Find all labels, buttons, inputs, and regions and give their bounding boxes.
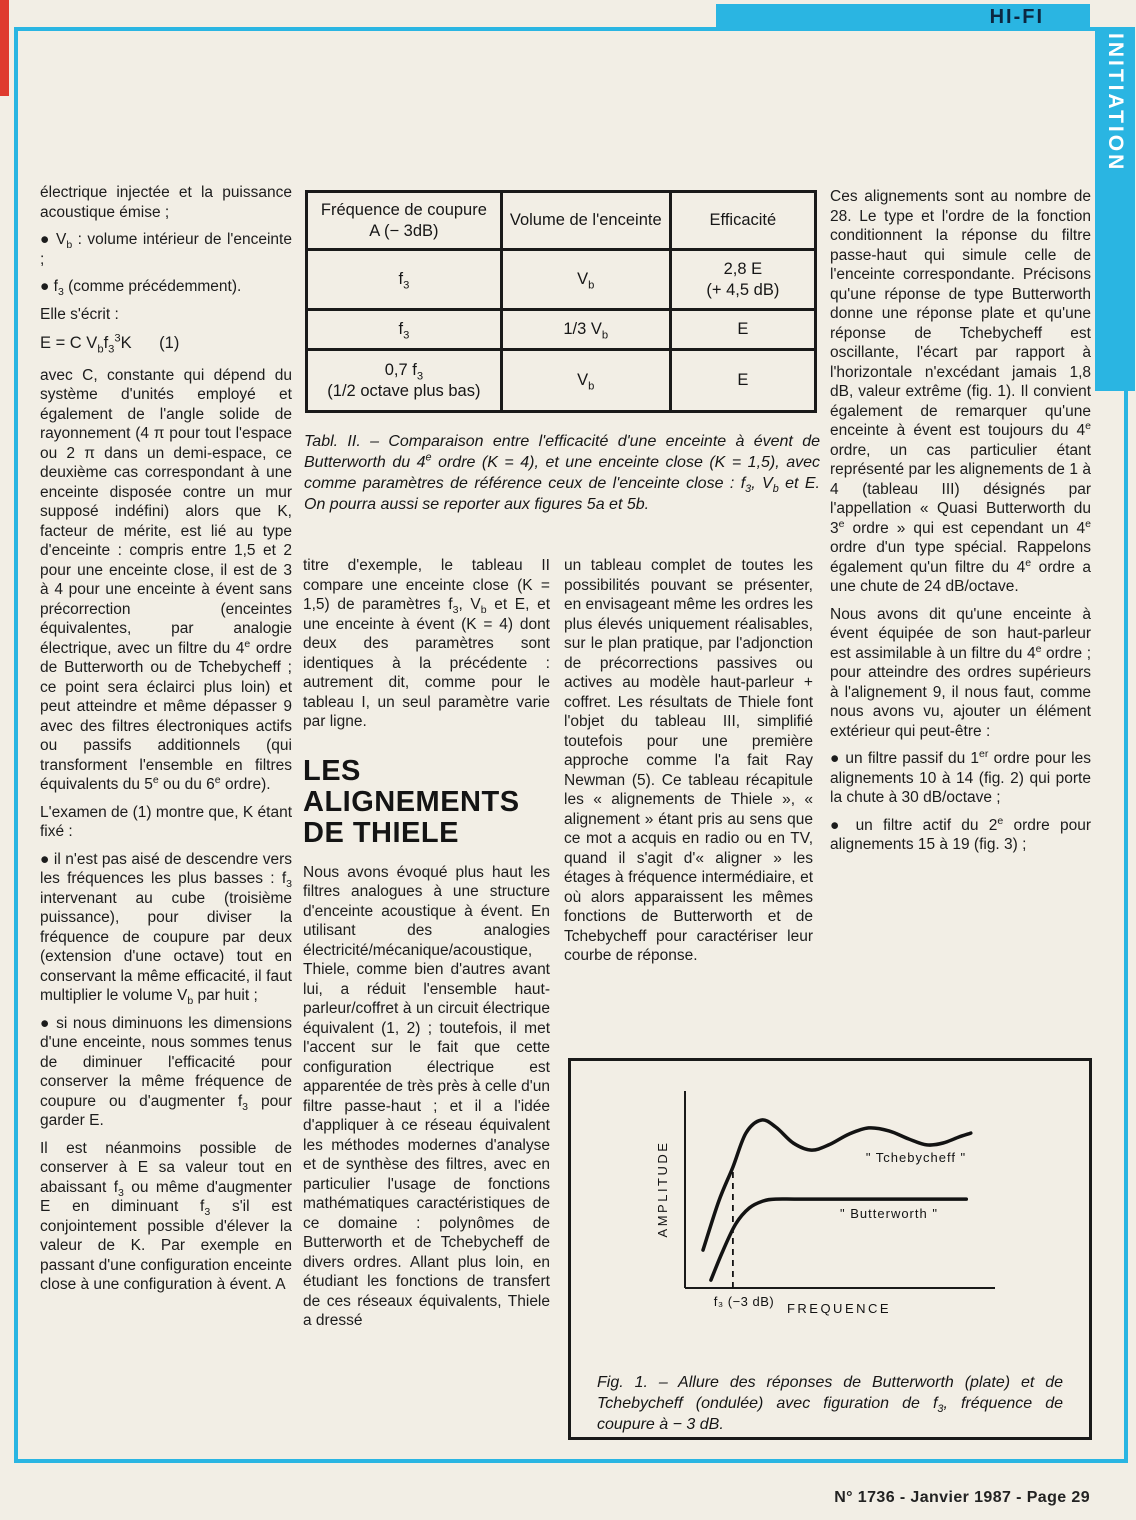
butterworth-label: " Butterworth " (840, 1206, 938, 1221)
left-column (40, 183, 292, 1303)
section-heading-line: ALIGNEMENTS (303, 785, 520, 818)
table-cell: E (670, 350, 815, 412)
amplitude-axis-label: AMPLITUDE (655, 1140, 670, 1238)
page-footer: N° 1736 - Janvier 1987 - Page 29 (834, 1489, 1090, 1506)
section-heading-line: LES (303, 754, 361, 787)
initiation-band (1095, 27, 1135, 391)
paragraph: Ces alignements sont au nombre de 28. Le type et l'ordre de la fonction conditionnent la réponse du filtre passe-haut qui simule celle de l'enceinte correspondante. Précisons qu'une réponse de type Butterworth donne une réponse plate et qu'une réponse de Tchebycheff est oscillante, l'écart par rapport à l'horizontale n'excédant jamais 1,8 dB, valeur extrême (fig. 1). Il convient également de remarquer qu'une enceinte à évent est toujours du 4e ordre, un cas particulier étant représenté par les alignements de 1 à 4 (tableau III) désignés par l'appellation « Quasi Butterworth du 3e ordre » qui est cependant un 4e ordre d'un type spécial. Rappelons également qu'un filtre du 4e ordre a une chute de 24 dB/octave. (830, 188, 1092, 595)
hifi-masthead (716, 4, 1090, 31)
right-column (830, 187, 1091, 863)
response-chart (571, 1061, 1089, 1323)
paragraph: Nous avons dit qu'une enceinte à évent équipée de son haut-parleur est assimilable à un filtre du 4e ordre ; pour atteindre des ordres supérieurs à l'alignement 9, il nous faut, comme nous avons vu, ajouter un élément extérieur qui peut-être : (830, 605, 1092, 740)
table-header-cell: Volume de l'enceinte (501, 192, 670, 250)
bullet-item: ● si nous diminuons les dimensions d'une enceinte, nous sommes tenus de diminuer l'efficacité pour conserver la même fréquence de coupure ou d'augmenter $f_3$ pour garder E. (40, 1014, 292, 1129)
table-cell: 0,7 $f_3$ (1/2 octave plus bas) (307, 350, 502, 412)
table-row (307, 350, 816, 412)
paragraph: L'examen de (1) montre que, K étant fixé : (40, 803, 292, 840)
paragraph: Il est néanmoins possible de conserver à E sa valeur tout en abaissant $f_3$ ou même d'augmenter E en diminuant $f_3$ s'il est conjointement possible d'élever la valeur de K. Par exemple en passant d'une configuration enceinte close à une configuration à évent. A (40, 1139, 293, 1293)
table-cell: 1/3 $V_b$ (501, 310, 670, 350)
initiation-label: INITIATION (1104, 33, 1127, 173)
figure-caption: Fig. 1. – Allure des réponses de Butterworth (plate) et de Tchebycheff (ondulée) avec figuration de $f_3$, fréquence de coupure à − 3 dB. (597, 1374, 1063, 1433)
table-cell: $V_b$ (501, 250, 670, 310)
figure-box (568, 1058, 1092, 1440)
table-cell: $f_3$ (307, 310, 502, 350)
paragraph: un tableau complet de toutes les possibilités pouvant se présenter, en envisageant même les ordres les plus élevés uniquement réalisables, sur le plan pratique, par l'adjonction de précorrections passives ou actives au modèle haut-parleur + coffret. Les résultats de Thiele font l'objet du tableau III, simplifié toutefois pour une première approche comme l'a fait Ray Newman (5). Ce tableau récapitule les « alignements de Thiele », « alignement » étant pris au sens que ce mot a acquis en radio ou en TV, quand il s'agit d'« aligner » les étages à fréquence intermédiaire, et où alors apparaissent les mêmes fonctions de Butterworth et de Tchebycheff pour caractériser leur courbe de réponse. (564, 557, 813, 964)
paragraph: électrique injectée et la puissance acoustique émise ; (40, 184, 292, 221)
bullet-item: ● il n'est pas aisé de descendre vers les fréquences les plus basses : $f_3$ intervenant au cube (troisième puissance), pour diviser la fréquence de coupure par deux (extension d'une octave) tout en conservant la même efficacité, il faut multiplier le volume $V_b$ par huit ; (40, 850, 292, 1008)
section-heading-line: DE THIELE (303, 816, 459, 849)
frequence-axis-label: FREQUENCE (786, 1301, 892, 1316)
bullet-item: ● $V_b$ : volume intérieur de l'enceinte ; (40, 231, 292, 268)
comparison-table-wrap (305, 190, 817, 413)
paragraph: Elle s'écrit : (40, 305, 119, 323)
middle-column (303, 556, 550, 1339)
tchebycheff-curve (703, 1120, 971, 1250)
table-cell: 2,8 E (+ 4,5 dB) (670, 250, 815, 310)
table-cell: $V_b$ (501, 350, 670, 412)
third-column (564, 556, 813, 974)
tchebycheff-label: " Tchebycheff " (865, 1150, 967, 1165)
table-row (307, 310, 816, 350)
red-edge-mark (0, 0, 9, 96)
bullet-item: ● $f_3$ (comme précédemment). (40, 278, 242, 299)
cutoff-tick-label: f₃ (−3 dB) (713, 1294, 775, 1309)
table-cell: $f_3$ (307, 250, 502, 310)
table-header-cell: Efficacité (670, 192, 815, 250)
comparison-table (305, 190, 817, 413)
paragraph: Nous avons évoqué plus haut les filtres analogues à une structure d'enceinte acoustique à évent. En utilisant des analogies électricité/mécanique/acoustique, Thiele, comme bien d'autres avant lui, a réduit l'ensemble haut-parleur/coffret à un circuit électrique équivalent (1, 2) ; toutefois, il met l'accent sur le fait que cette configuration électrique est apparentée de très près à celle d'un filtre passe-haut ; et il a l'idée d'appliquer à ce réseau équivalent les méthodes modernes d'analyse et de synthèse des filtres, avec en particulier l'usage de fonctions mathématiques caractéristiques de ce domaine : polynômes de Butterworth et de Tchebycheff de divers ordres. Allant plus loin, en étudiant les fonctions de transfert de ces réseaux équivalents, Thiele a dressé (303, 863, 550, 1329)
hifi-label: HI-FI (989, 6, 1044, 28)
bullet-item: ● un filtre actif du 2e ordre pour alignements 15 à 19 (fig. 3) ; (830, 814, 1091, 853)
table-row (307, 250, 816, 310)
bullet-item: ● un filtre passif du 1er ordre pour les alignements 10 à 14 (fig. 2) qui porte la chute à 30 dB/octave ; (830, 747, 1091, 806)
table-cell: E (670, 310, 815, 350)
paragraph: avec C, constante qui dépend du système d'unités employé et également de l'angle solide de rayonnement (4 π pour tout l'espace ou 2 π dans un demi-espace, ce deuxième cas correspondant à une enceinte disposée contre un mur supposé indéfini) alors que K, facteur de mérite, est lié au type d'enceinte : compris entre 1,5 et 2 pour une enceinte close, il est de 3 à 4 pour une enceinte à évent sans précorrection (enceintes équivalentes, par analogie électrique, avec un filtre du 4e ordre de Butterworth ou de Tchebycheff ; ce point sera éclairci plus loin) et peut atteindre et même dépasser 9 avec des filtres électroniques actifs ou passifs additionnels (qui transforment l'ensemble en filtres équivalents du 5e ou du 6e ordre). (40, 366, 293, 793)
table-header-cell: Fréquence de coupure A (− 3dB) (307, 192, 502, 250)
section-heading (303, 756, 550, 849)
table-caption: Tabl. II. – Comparaison entre l'efficacité d'une enceinte à évent de Butterworth du 4e ordre (K = 4), et une enceinte close (K = 1,5), avec comme paramètres de référence ceux de l'enceinte close : $f_3$, $V_b$ et E. On pourra aussi se reporter aux figures 5a et 5b. (304, 433, 820, 513)
paragraph: titre d'exemple, le tableau II compare une enceinte close (K = 1,5) de paramètres $f_3$, $V_b$ et E, et une enceinte à évent (K = 4) dont deux des paramètres sont identiques à la précédente : autrement dit, comme pour le tableau I, un seul paramètre varie par ligne. (303, 557, 551, 730)
efficiency-formula: E = C $V_bf_3^3K$ (1) (40, 332, 180, 356)
